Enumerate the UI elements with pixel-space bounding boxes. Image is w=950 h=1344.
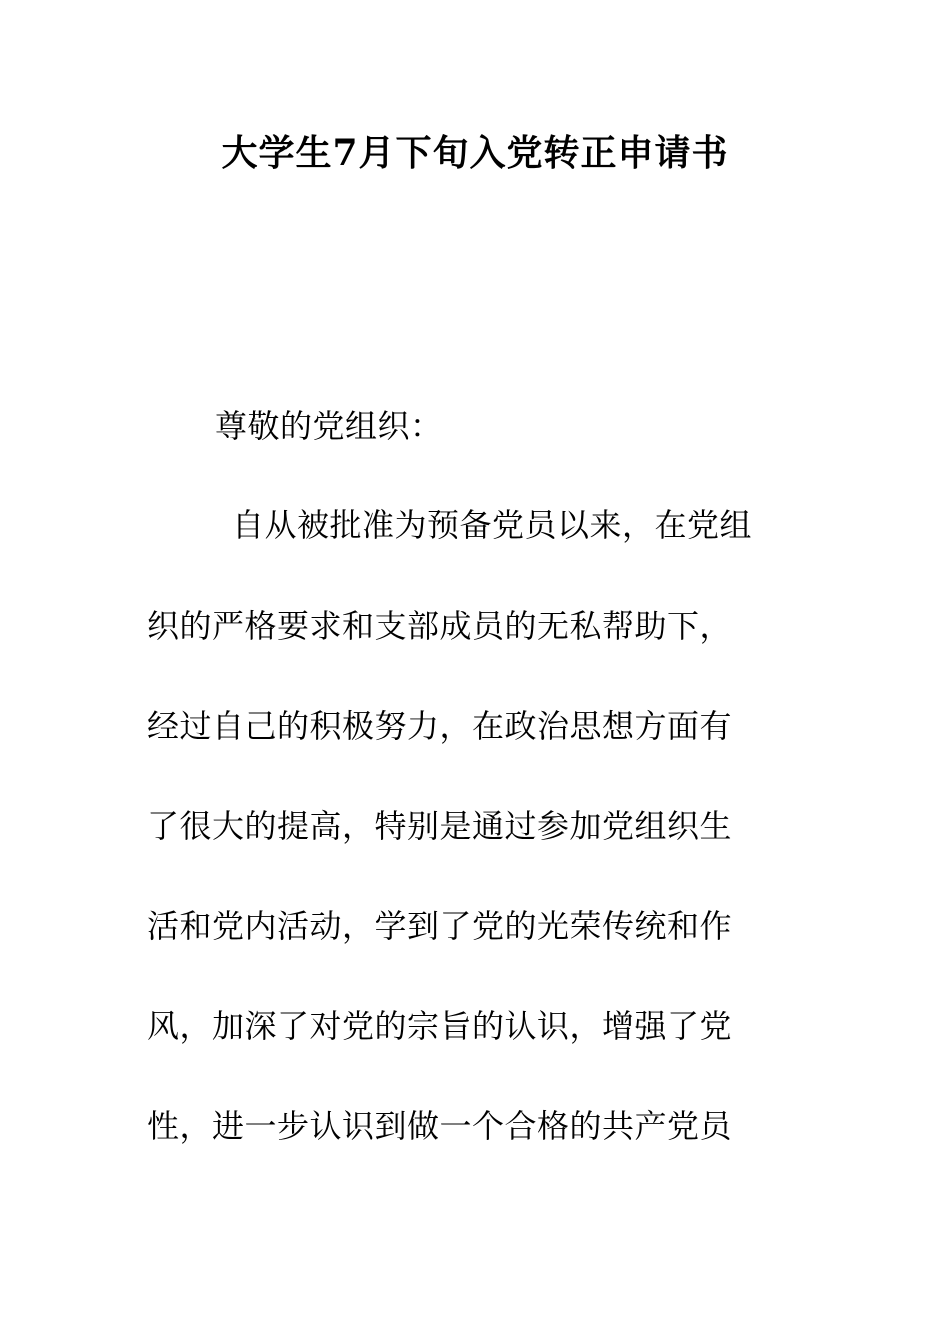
body-line: 自从被批准为预备党员以来，在党组 (232, 506, 753, 544)
body-line: 活和党内活动，学到了党的光荣传统和作 (147, 907, 733, 945)
body-line: 织的严格要求和支部成员的无私帮助下， (147, 607, 733, 645)
body-line: 了很大的提高，特别是通过参加党组织生 (147, 807, 733, 845)
salutation: 尊敬的党组织： (215, 407, 443, 445)
body-line: 风，加深了对党的宗旨的认识，增强了党 (147, 1007, 733, 1045)
document-title: 大学生7月下旬入党转正申请书 (221, 132, 729, 174)
body-line: 性，进一步认识到做一个合格的共产党员 (147, 1107, 733, 1145)
body-line: 经过自己的积极努力，在政治思想方面有 (147, 707, 733, 745)
